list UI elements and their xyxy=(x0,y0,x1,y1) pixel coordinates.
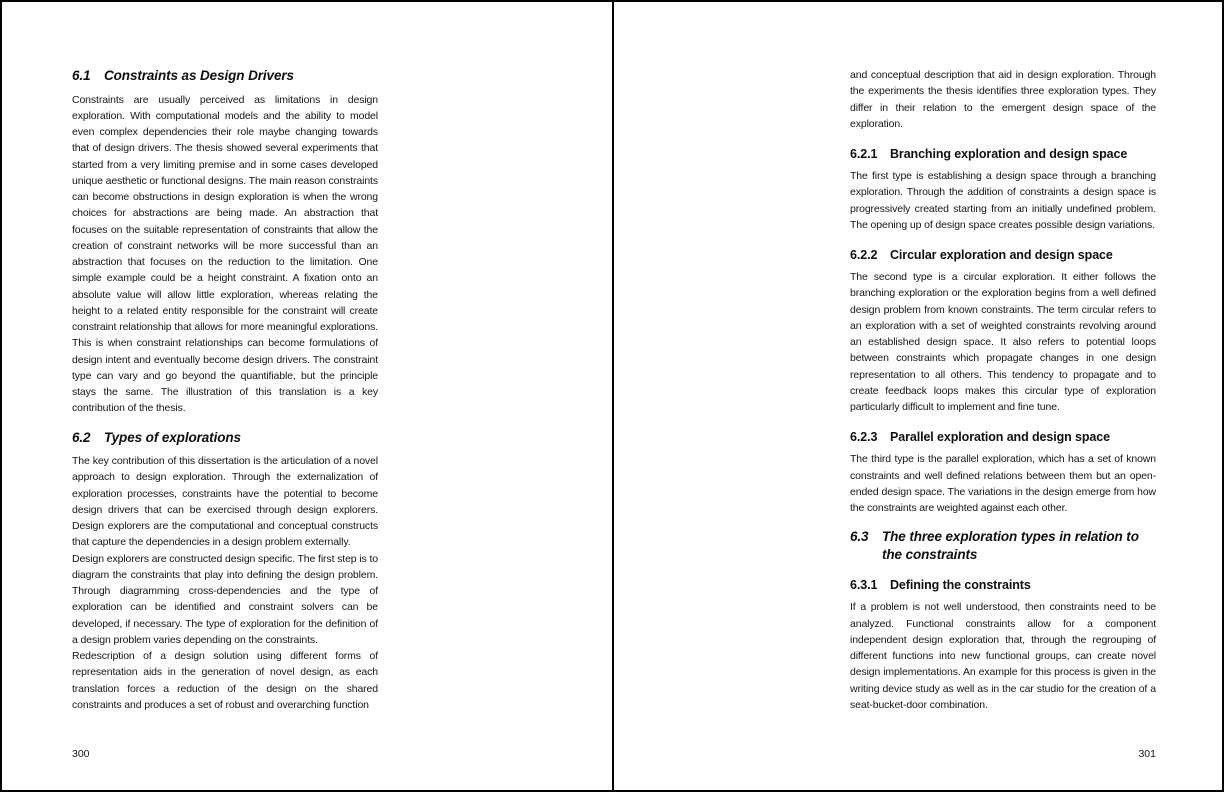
section-number: 6.2.1 xyxy=(850,147,878,161)
section-title: Circular exploration and design space xyxy=(890,248,1113,262)
section-6-2-1-heading xyxy=(850,146,1156,162)
section-number: 6.1 xyxy=(72,68,91,83)
section-6-2-heading xyxy=(72,429,378,447)
paragraph-6-1: Constraints are usually perceived as limitations in design exploration. With computational models and the ability to model even complex dependencies their role maybe changing towards that of design drivers. The thesis showed several experiments that started from a very limiting premise and in some cases developed unique aesthetic or functional designs. The main reason constraints can become obstructions in design exploration is when the wrong choices for abstractions are being made. An abstraction that focuses on the suitable representation of constraints that allow the creation of constraint networks will be more successful than an abstraction that focuses on the reduction to the limitation. One simple example could be a height constraint. A fixation onto an absolute value will allow little exploration, whereas relating the height to a related entity responsible for the constraint will create constraint relationship that allows for more meaningful explorations. This is when constraint relationships can become formulations of design intent and eventually become design drivers. The constraint type can vary and go beyond the quantifiable, but the principle stays the same. The illustration of this translation is a key contribution of the thesis. xyxy=(72,93,378,415)
section-title: Constraints as Design Drivers xyxy=(104,68,294,83)
section-number: 6.2.2 xyxy=(850,248,878,262)
paragraph-continuation: and conceptual description that aid in design exploration. Through the experiments the thesis identifies three exploration types. They differ in their relation to the emergent design space of the exploration. xyxy=(850,69,1156,130)
section-6-3-heading xyxy=(850,528,1156,563)
paragraph-6-3-1: If a problem is not well understood, then constraints need to be analyzed. Functional constraints allow for a component independent design exploration that, through the regrouping of different functions into new functional groups, can create novel design implementations. An example for this process is given in the writing device study as well as in the car studio for the creation of a seat-bucket-door combination. xyxy=(850,601,1156,711)
paragraph-6-2-1: The first type is establishing a design space through a branching exploration. Through the addition of constraints a design space is progressively created starting from an initially undefined problem. The opening up of design space creates possible design variations. xyxy=(850,170,1156,231)
section-title: Types of explorations xyxy=(104,429,241,445)
section-number: 6.3 xyxy=(850,529,869,545)
section-6-1-heading xyxy=(72,67,378,85)
section-number: 6.2 xyxy=(72,429,91,445)
page-number-left: 300 xyxy=(72,748,90,760)
section-6-3-1-heading xyxy=(850,577,1156,593)
section-title: The three exploration types in relation to the constraints xyxy=(882,529,1139,562)
paragraph-6-2-a: The key contribution of this dissertation is the articulation of a novel approach to design exploration. Through the externalization of exploration processes, constraints have the potential to become design drivers that can be exercised through design explorers. Design explorers are the computational and conceptual constructs that capture the dependencies in a design problem externally. xyxy=(72,455,378,549)
section-6-2-3-heading xyxy=(850,429,1156,445)
left-page xyxy=(72,67,378,713)
paragraph-6-2-3: The third type is the parallel exploration, which has a set of known constraints and well defined relations between them but an open-ended design space. The variations in the design emerge from how the constraints are weighted against each other. xyxy=(850,453,1156,514)
section-6-2-2-heading xyxy=(850,247,1156,263)
page-number-right: 301 xyxy=(1138,748,1156,760)
paragraph-6-2-b: Design explorers are constructed design specific. The first step is to diagram the constraints that play into defining the design problem. Through diagramming cross-dependencies and the type of exploration can be identified and constraint solvers can be developed, if necessary. The type of exploration for the definition of a design problem varies depending on the constraints. xyxy=(72,552,378,646)
section-title: Parallel exploration and design space xyxy=(890,430,1110,445)
section-number: 6.2.3 xyxy=(850,430,878,445)
page-divider xyxy=(612,2,614,792)
paragraph-6-2-c: Redescription of a design solution using different forms of representation aids in the generation of novel design, as each translation forces a reduction of the design on the shared constraints and produces a set of robust and overarching function xyxy=(72,650,378,711)
section-number: 6.3.1 xyxy=(850,578,878,593)
right-page xyxy=(850,67,1156,713)
section-title: Defining the constraints xyxy=(890,578,1031,593)
section-title: Branching exploration and design space xyxy=(890,147,1128,161)
paragraph-6-2-2: The second type is a circular exploration. It either follows the branching exploration or the exploration begins from a well defined design problem from known constraints. The term circular refers to an exploration with a set of weighted constraints revolving around an established design space. It also refers to potential loops between constraints which propagate changes in one design representation to all others. This tendency to propagate and to create feedback loops makes this circular type of exploration particularly difficult to implement and fine tune. xyxy=(850,271,1156,413)
